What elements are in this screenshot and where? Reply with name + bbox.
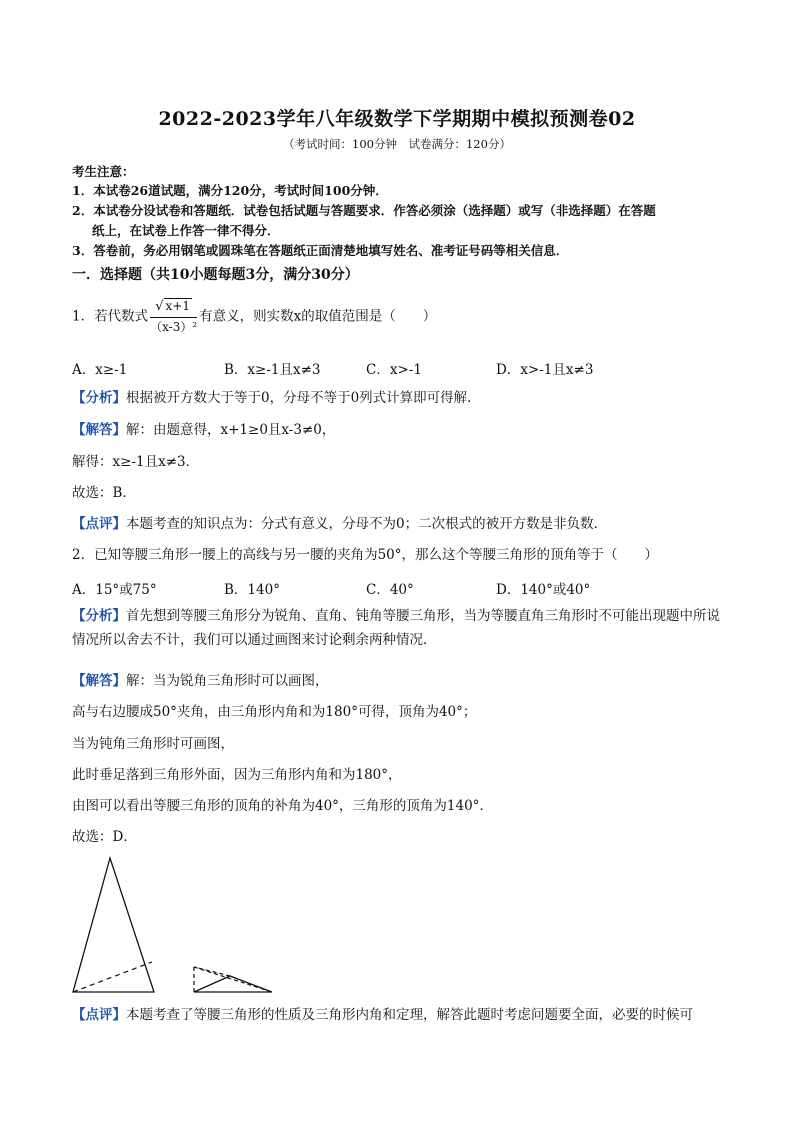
notice-item-1: 1．本试卷26道试题，满分120分，考试时间100分钟． xyxy=(72,183,388,198)
q1-answer-text-3: 故选：B． xyxy=(72,485,136,501)
q2-answer xyxy=(72,672,732,691)
q1-numerator xyxy=(150,298,197,318)
obtuse-isosceles-triangle xyxy=(194,967,272,992)
page-title: 2022-2023学年八年级数学下学期期中模拟预测卷02 xyxy=(158,108,636,130)
q2-answer-text-4: 此时垂足落到三角形外面，因为三角形内角和为180°， xyxy=(72,767,402,783)
exam-info: （考试时间：100分钟 试卷满分：120分） xyxy=(283,137,511,151)
q1-option-c: C．x>-1 xyxy=(366,362,422,378)
analysis-tag: 【分析】 xyxy=(72,390,126,406)
q2-answer-text-2: 高与右边腰成50°夹角，由三角形内角和为180°可得，顶角为40°； xyxy=(72,704,477,720)
notice-item-3: 3．答卷前，务必用钢笔或圆珠笔在答题纸正面清楚地填写姓名、准考证号码等相关信息． xyxy=(72,243,569,258)
q2-answer-text-3: 当为钝角三角形时可画图， xyxy=(72,736,234,752)
q2-option-b: B．140° xyxy=(224,582,280,598)
section-heading: 一．选择题（共10小题每题3分，满分30分） xyxy=(72,267,359,283)
q1-analysis-text: 根据被开方数大于等于0，分母不等于0列式计算即可得解． xyxy=(126,390,481,406)
q1-prefix: 1．若代数式 xyxy=(72,308,149,325)
triangle-figures xyxy=(60,850,300,1000)
notice-item-2-cont: 纸上，在试卷上作答一律不得分． xyxy=(92,223,280,238)
comment-tag: 【点评】 xyxy=(72,1007,126,1023)
q1-fraction xyxy=(150,298,197,336)
q1-analysis xyxy=(72,389,732,408)
q1-option-d: D．x>-1且x≠3 xyxy=(496,362,594,378)
notice-heading: 考生注意： xyxy=(72,164,135,179)
q1-radicand: x+1 xyxy=(165,299,190,313)
q1-comment-text: 本题考查的知识点为：分式有意义，分母不为0；二次根式的被开方数是非负数． xyxy=(126,516,608,532)
q1-answer-text-1: 解：由题意得，x+1≥0且x-3≠0， xyxy=(126,422,336,438)
q2-option-d: D．140°或40° xyxy=(496,582,591,598)
q1-option-a: A．x≥-1 xyxy=(72,362,128,378)
q2-answer-text-5: 由图可以看出等腰三角形的顶角的补角为40°，三角形的顶角为140°． xyxy=(72,798,493,814)
q2-answer-text-6: 故选：D． xyxy=(72,829,137,845)
q1-denominator: （x-3）² xyxy=(150,320,198,335)
analysis-tag: 【分析】 xyxy=(72,608,126,624)
q1-answer-text-2: 解得：x≥-1且x≠3． xyxy=(72,454,200,470)
q2-option-c: C．40° xyxy=(366,582,414,598)
sqrt-symbol: √ xyxy=(155,299,164,314)
q2-comment-text: 本题考查了等腰三角形的性质及三角形内角和定理，解答此题时考虑问题要全面，必要的时候可 xyxy=(126,1007,693,1023)
answer-tag: 【解答】 xyxy=(72,673,126,689)
answer-tag: 【解答】 xyxy=(72,422,126,438)
q2-analysis-text: 首先想到等腰三角形分为锐角、直角、钝角等腰三角形，当为等腰直角三角形时不可能出现题中所说情况所以舍去不计，我们可以通过画图来讨论剩余两种情况． xyxy=(72,608,720,648)
q2-analysis xyxy=(72,605,732,652)
q1-suffix: 有意义，则实数x的取值范围是（ ） xyxy=(199,308,437,325)
question-2-stem: 2．已知等腰三角形一腰上的高线与另一腰的夹角为50°，那么这个等腰三角形的顶角等于（ ） xyxy=(72,547,659,563)
q2-option-a: A．15°或75° xyxy=(72,582,157,598)
q2-comment xyxy=(72,1006,732,1025)
q2-answer-text-1: 解：当为锐角三角形时可以画图， xyxy=(126,673,329,689)
question-1-stem xyxy=(72,298,732,336)
q1-option-b: B．x≥-1且x≠3 xyxy=(224,362,321,378)
q1-answer xyxy=(72,421,732,440)
acute-isosceles-triangle xyxy=(73,858,154,992)
comment-tag: 【点评】 xyxy=(72,516,126,532)
notice-item-2: 2．本试卷分设试卷和答题纸．试卷包括试题与答题要求．作答必须涂（选择题）或写（非选择题）在答题 xyxy=(72,203,656,218)
q1-comment xyxy=(72,515,732,534)
